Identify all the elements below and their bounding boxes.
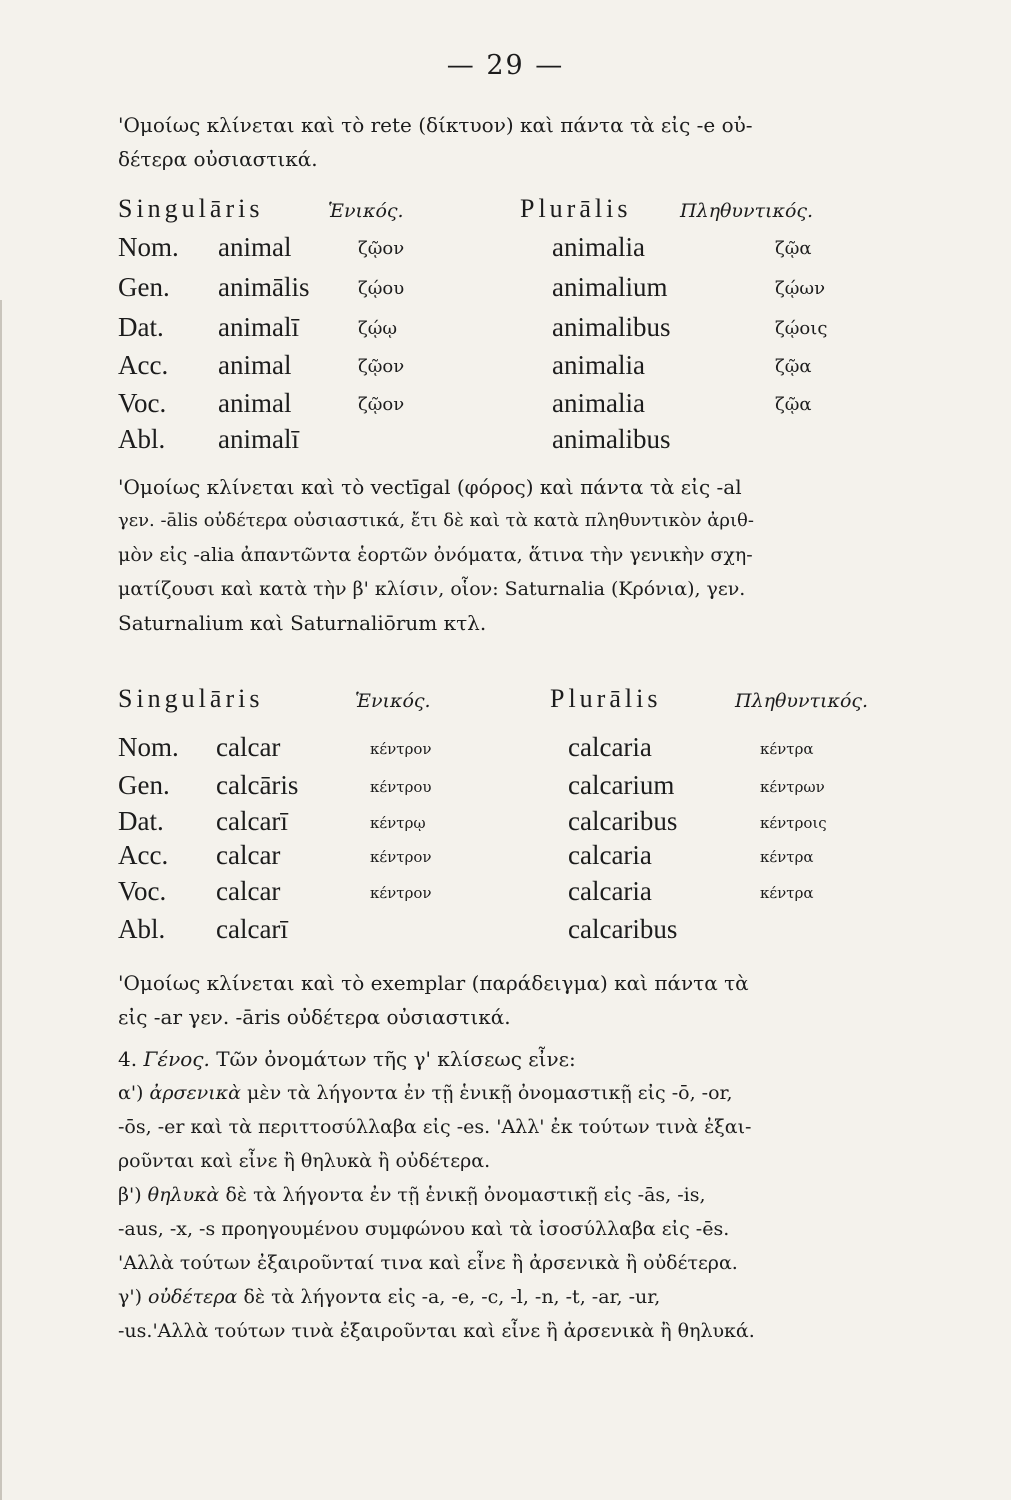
table-row bbox=[0, 914, 1011, 950]
singular-form: calcāris bbox=[216, 770, 299, 800]
text-line: -aus, -x, -s προηγουμένου συμφώνου καὶ τὰ ἰσοσύλλαβα εἰς -ēs. bbox=[118, 1218, 730, 1240]
feminine-line bbox=[118, 1178, 893, 1212]
text-line: εἰς -ar γεν. -āris οὐδέτερα οὐσιαστικά. bbox=[118, 1005, 511, 1029]
singular-greek: κέντρῳ bbox=[370, 814, 426, 832]
singular-heading: Singulāris bbox=[118, 684, 264, 713]
case-label: Nom. bbox=[118, 732, 179, 762]
text-fragment: δὲ τὰ λήγοντα ἐν τῇ ἑνικῇ ὀνομαστικῇ εἰς -ās, -is, bbox=[225, 1184, 706, 1206]
singular-form: animal bbox=[218, 350, 292, 380]
text-fragment: μὲν τὰ λήγοντα ἐν τῇ ἑνικῇ ὀνομαστικῇ εἰς -ō, -or, bbox=[247, 1082, 733, 1104]
table-row bbox=[0, 312, 1011, 348]
plural-greek: κέντρα bbox=[760, 848, 814, 866]
case-label: Abl. bbox=[118, 914, 166, 944]
text-line: 'Ομοίως κλίνεται καὶ τὸ vectīgal (φόρος) καὶ πάντα τὰ εἰς -al bbox=[118, 475, 742, 499]
table-row bbox=[0, 272, 1011, 308]
plural-heading-greek: Πληθυντικός. bbox=[735, 690, 869, 712]
text-line: 'Ομοίως κλίνεται καὶ τὸ rete (δίκτυον) καὶ πάντα τὰ εἰς -e οὐ- bbox=[118, 113, 753, 137]
text-line: Saturnalium καὶ Saturnaliōrum κτλ. bbox=[118, 611, 487, 635]
plural-form: animalia bbox=[552, 350, 645, 380]
plural-form: calcaria bbox=[568, 876, 652, 906]
singular-form: calcarī bbox=[216, 806, 288, 836]
item-label: γ') bbox=[118, 1286, 142, 1308]
singular-heading: Singulāris bbox=[118, 194, 264, 223]
section-number: 4. bbox=[118, 1047, 138, 1071]
plural-greek: κέντρα bbox=[760, 740, 814, 758]
plural-heading: Plurālis bbox=[550, 684, 662, 713]
plural-form: animalibus bbox=[552, 424, 671, 454]
page-number: — 29 — bbox=[446, 50, 565, 81]
table-row bbox=[0, 806, 1011, 842]
plural-form: calcaribus bbox=[568, 914, 678, 944]
plural-form: calcaria bbox=[568, 732, 652, 762]
singular-form: calcarī bbox=[216, 914, 288, 944]
singular-greek: ζῴῳ bbox=[358, 318, 398, 339]
genus-heading bbox=[118, 1042, 893, 1076]
text-line: δέτερα οὐσιαστικά. bbox=[118, 147, 318, 171]
case-label: Gen. bbox=[118, 272, 170, 302]
text-line: ροῦνται καὶ εἶνε ἢ θηλυκὰ ἢ οὐδέτερα. bbox=[118, 1150, 491, 1172]
term-feminine: θηλυκὰ bbox=[147, 1184, 220, 1206]
singular-form: animal bbox=[218, 388, 292, 418]
plural-form: calcaribus bbox=[568, 806, 678, 836]
plural-greek: κέντρα bbox=[760, 884, 814, 902]
plural-form: calcarium bbox=[568, 770, 675, 800]
plural-greek: ζῷα bbox=[775, 356, 812, 377]
table-row bbox=[0, 876, 1011, 912]
paragraph-exemplar bbox=[118, 966, 893, 1034]
plural-greek: κέντρων bbox=[760, 778, 825, 796]
text-line: 'Ομοίως κλίνεται καὶ τὸ exemplar (παράδειγμα) καὶ πάντα τὰ bbox=[118, 971, 749, 995]
singular-heading-greek: Ἑνικός. bbox=[355, 690, 431, 712]
case-label: Dat. bbox=[118, 806, 164, 836]
text-line: μὸν εἰς -alia ἀπαντῶντα ἑορτῶν ὀνόματα, ἅτινα τὴν γενικὴν σχη- bbox=[118, 544, 753, 566]
singular-greek: ζῷον bbox=[358, 238, 405, 259]
text-line: -us.'Αλλὰ τούτων τινὰ ἐξαιροῦνται καὶ εἶνε ἢ ἀρσενικὰ ἢ θηλυκά. bbox=[118, 1320, 755, 1342]
singular-greek: ζῷον bbox=[358, 394, 405, 415]
term-neuter: οὐδέτερα bbox=[148, 1286, 238, 1308]
table-row bbox=[0, 350, 1011, 386]
singular-greek: κέντρον bbox=[370, 884, 432, 902]
text-fragment: δὲ τὰ λήγοντα εἰς -a, -e, -c, -l, -n, -t, -ar, -ur, bbox=[243, 1286, 661, 1308]
plural-greek: κέντροις bbox=[760, 814, 827, 832]
case-label: Dat. bbox=[118, 312, 164, 342]
singular-form: animalī bbox=[218, 312, 299, 342]
paragraph-vectigal bbox=[118, 470, 893, 640]
singular-greek: ζῴου bbox=[358, 278, 405, 299]
table-row bbox=[0, 232, 1011, 268]
text-line: γεν. -ālis οὐδέτερα οὐσιαστικά, ἔτι δὲ καὶ τὰ κατὰ πληθυντικὸν ἀριθ- bbox=[118, 510, 754, 531]
singular-form: calcar bbox=[216, 732, 281, 762]
paragraph-rete bbox=[118, 108, 893, 176]
singular-form: calcar bbox=[216, 876, 281, 906]
plural-greek: ζῷα bbox=[775, 238, 812, 259]
text-line: -ōs, -er καὶ τὰ περιττοσύλλαβα εἰς -es. 'Αλλ' ἐκ τούτων τινὰ ἐξαι- bbox=[118, 1116, 752, 1138]
singular-heading-greek: Ἑνικός. bbox=[328, 200, 404, 222]
singular-greek: κέντρον bbox=[370, 848, 432, 866]
section-intro: Τῶν ὀνομάτων τῆς γ' κλίσεως εἶνε: bbox=[216, 1047, 576, 1071]
case-label: Acc. bbox=[118, 840, 169, 870]
table-row bbox=[0, 770, 1011, 806]
singular-form: animālis bbox=[218, 272, 310, 302]
plural-form: animalium bbox=[552, 272, 668, 302]
plural-greek: ζῴοις bbox=[775, 318, 828, 339]
plural-greek: ζῷα bbox=[775, 394, 812, 415]
case-label: Acc. bbox=[118, 350, 169, 380]
singular-greek: ζῷον bbox=[358, 356, 405, 377]
section-genus bbox=[118, 1042, 893, 1348]
item-label: α') bbox=[118, 1082, 144, 1104]
table-row bbox=[0, 732, 1011, 768]
plural-greek: ζῴων bbox=[775, 278, 826, 299]
case-label: Voc. bbox=[118, 876, 167, 906]
case-label: Voc. bbox=[118, 388, 167, 418]
section-title: Γένος. bbox=[143, 1047, 210, 1071]
table-row bbox=[0, 388, 1011, 424]
plural-form: animalibus bbox=[552, 312, 671, 342]
table-row bbox=[0, 424, 1011, 460]
plural-form: animalia bbox=[552, 388, 645, 418]
neuter-line bbox=[118, 1280, 893, 1314]
term-masculine: ἀρσενικὰ bbox=[149, 1082, 241, 1104]
text-line: ματίζουσι καὶ κατὰ τὴν β' κλίσιν, οἷον: Saturnalia (Κρόνια), γεν. bbox=[118, 578, 746, 600]
plural-form: calcaria bbox=[568, 840, 652, 870]
singular-form: animalī bbox=[218, 424, 299, 454]
singular-form: calcar bbox=[216, 840, 281, 870]
table-row bbox=[0, 840, 1011, 876]
text-line: 'Αλλὰ τούτων ἐξαιροῦνταί τινα καὶ εἶνε ἢ ἀρσενικὰ ἢ οὐδέτερα. bbox=[118, 1252, 738, 1274]
singular-greek: κέντρου bbox=[370, 778, 432, 796]
case-label: Abl. bbox=[118, 424, 166, 454]
plural-heading-greek: Πληθυντικός. bbox=[680, 200, 814, 222]
plural-heading: Plurālis bbox=[520, 194, 632, 223]
case-label: Nom. bbox=[118, 232, 179, 262]
case-label: Gen. bbox=[118, 770, 170, 800]
singular-form: animal bbox=[218, 232, 292, 262]
singular-greek: κέντρον bbox=[370, 740, 432, 758]
masculine-line bbox=[118, 1076, 893, 1110]
item-label: β') bbox=[118, 1184, 142, 1206]
plural-form: animalia bbox=[552, 232, 645, 262]
